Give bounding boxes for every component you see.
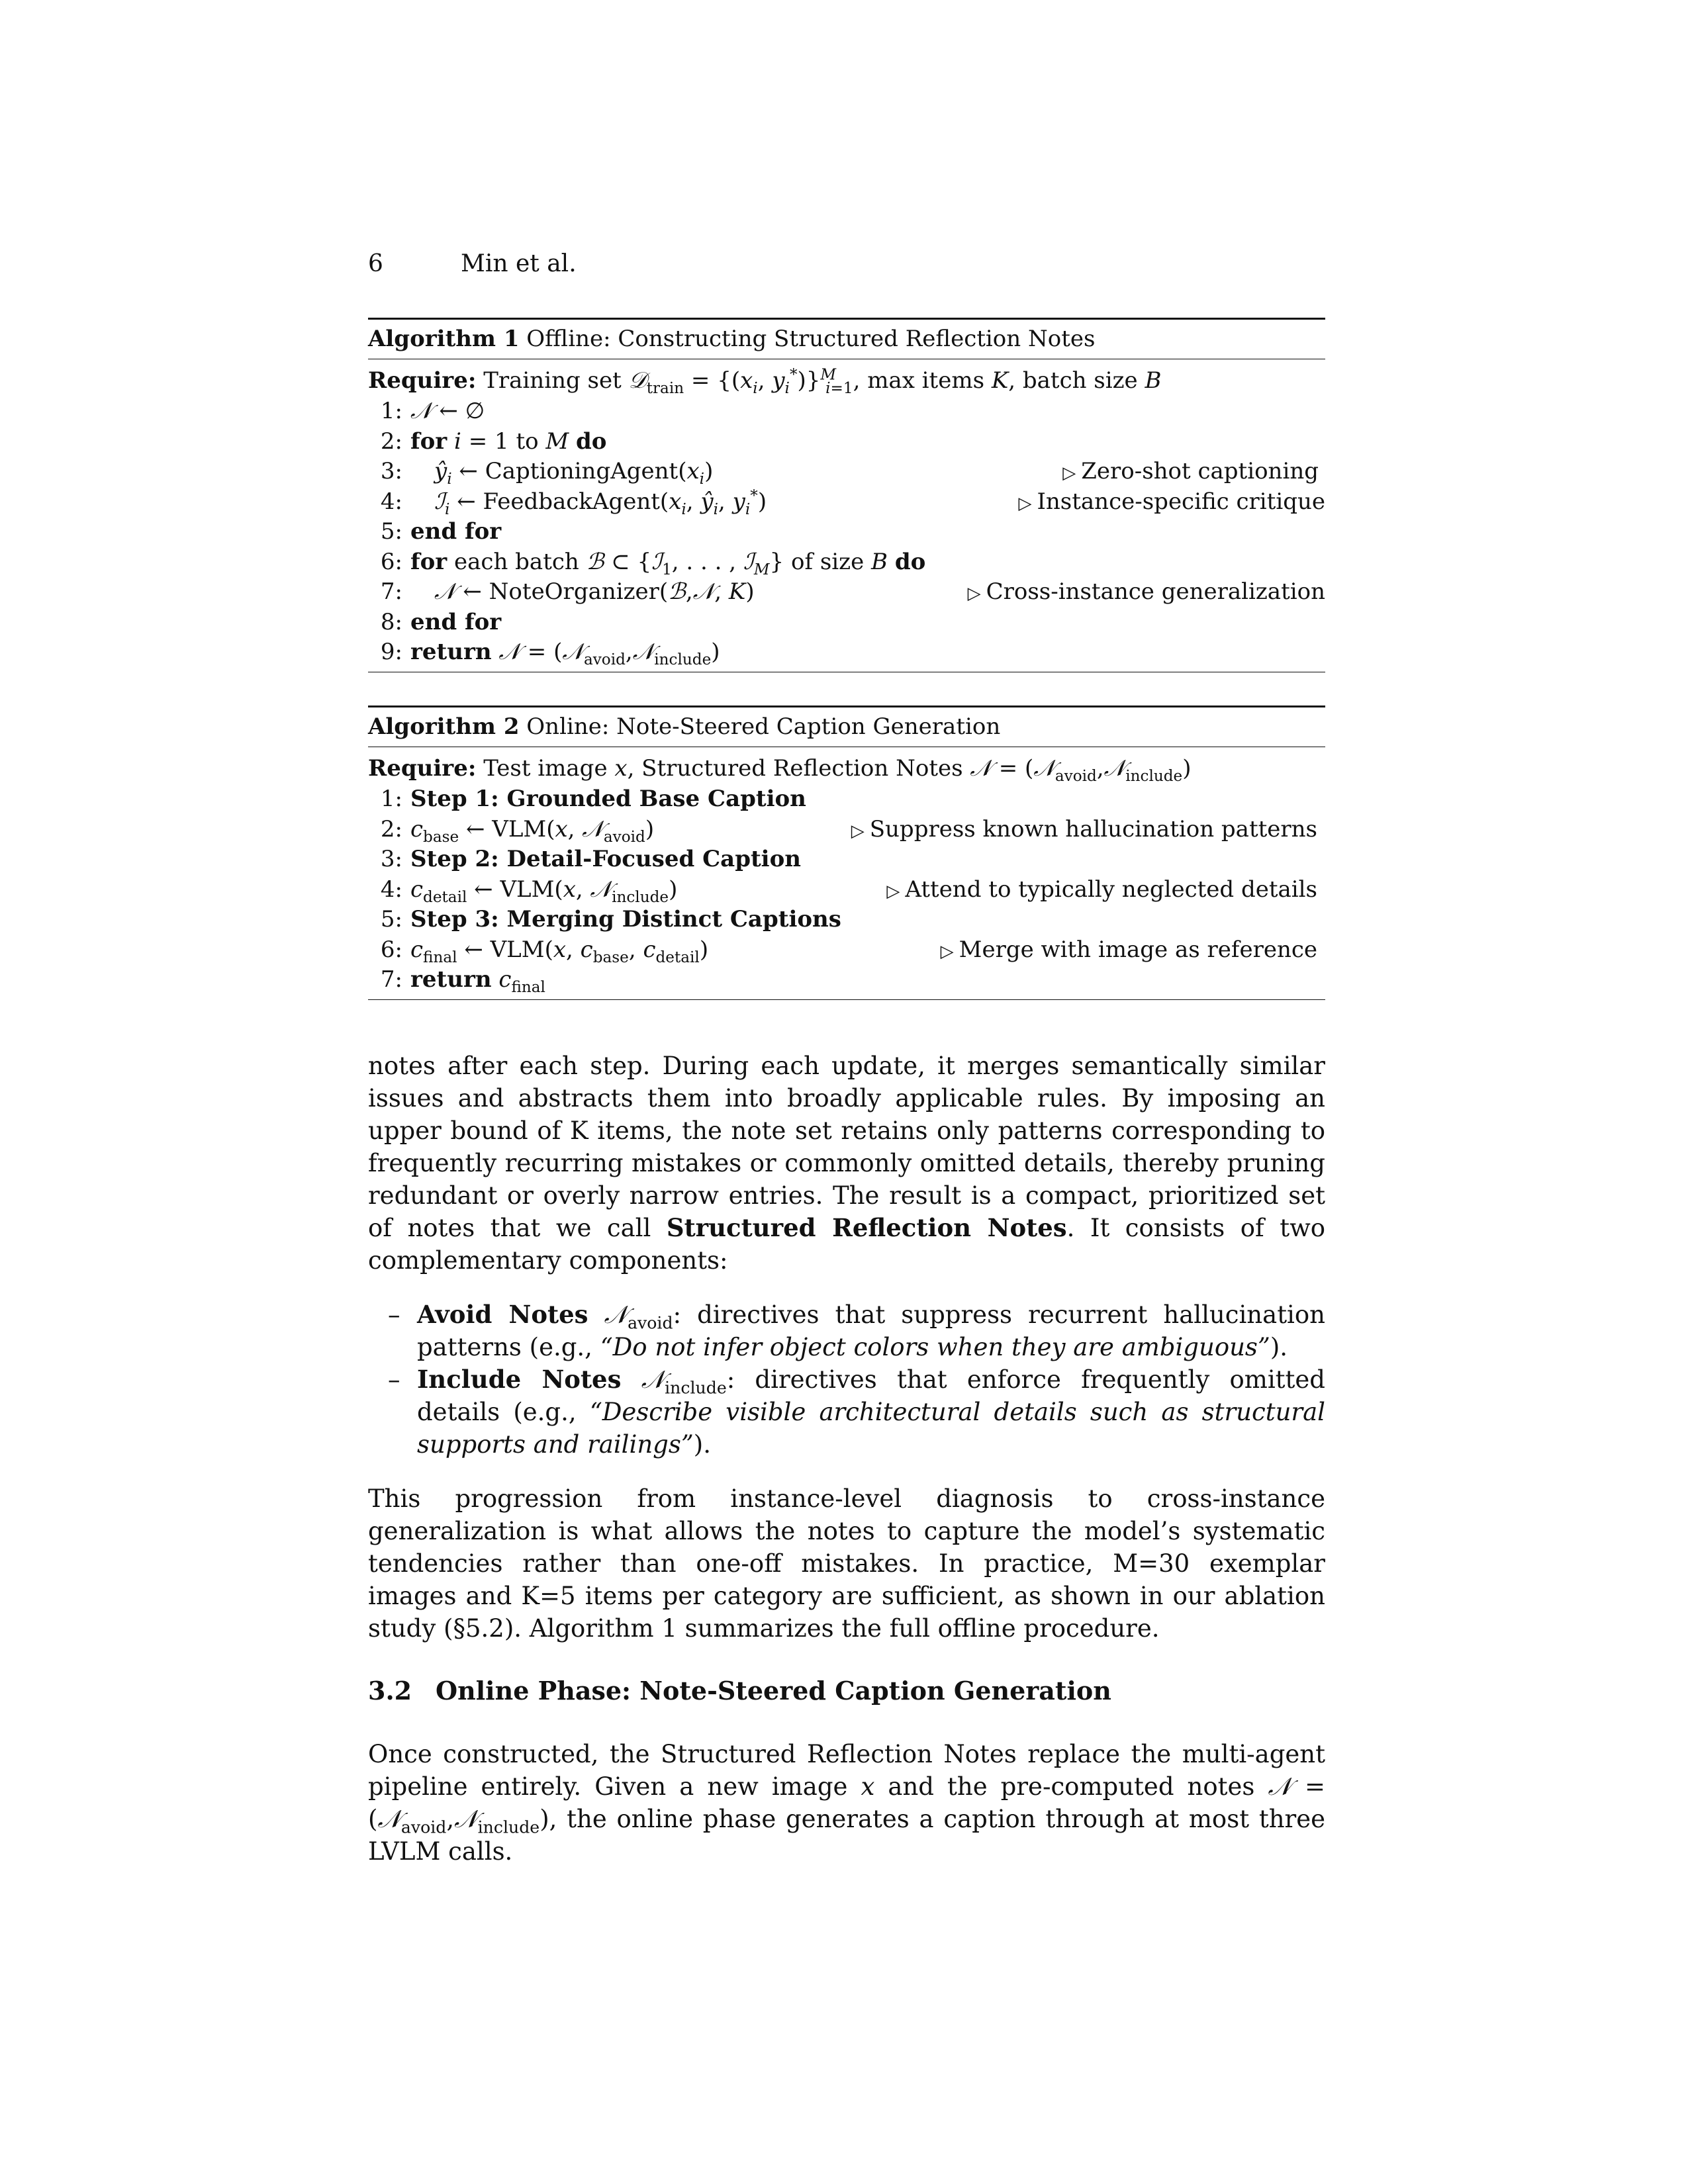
bullet-symbol: 𝒩$_{include}$ (641, 1365, 727, 1398)
algorithm-line (368, 637, 1325, 668)
algorithm-body (368, 359, 1325, 672)
bullet-example: “Do not infer object colors when they are ambiguous” (600, 1333, 1270, 1361)
section-title: Online Phase: Note-Steered Caption Generation (436, 1676, 1111, 1706)
algorithm-line (368, 427, 1325, 457)
section-number: 3.2 (368, 1676, 412, 1706)
bullet-end: ). (693, 1430, 711, 1459)
algorithm-label: Algorithm 2 (368, 713, 520, 740)
bullet-text: : directives that enforce frequently omitted details (e.g., (417, 1365, 1325, 1426)
algorithm-line (368, 608, 1325, 638)
line-code: Step 2: Detail-Focused Caption (410, 846, 801, 872)
line-code: 𝒩 ← ∅ (410, 398, 485, 424)
line-code: return $c_{final}$ (410, 966, 545, 996)
algorithm-line (368, 784, 1325, 815)
section-heading (368, 1676, 1111, 1706)
bullet-list (368, 1298, 1325, 1461)
bullet-item (368, 1363, 1325, 1461)
line-code: ℐ$_i$ ← $FeedbackAgent(x_i$, $ŷ_i$, $y_i^*$) (434, 487, 767, 518)
line-number: 1: (380, 786, 402, 812)
line-comment (968, 577, 1325, 610)
algorithm-line (368, 487, 1325, 518)
comment-text: Zero-shot captioning (1081, 458, 1319, 484)
require-label: Require: (368, 755, 477, 782)
paragraph-text: Once constructed, the Structured Reflection Notes replace the multi-agent pipeline entirely. Given a new image x and the pre-computed notes 𝒩 = (𝒩$_{avoid}$,𝒩$_{include}$), the online phase generates a caption through at most three LVLM calls. (368, 1740, 1325, 1866)
paragraph-text: . It consists of two complementary components: (368, 1214, 1326, 1275)
line-code: end for (410, 608, 502, 635)
line-code: $c_{base}$ ← VLM(x, 𝒩$_{avoid}$) (410, 815, 655, 846)
algorithm-caption (368, 320, 1325, 359)
line-number: 5: (380, 906, 402, 933)
body-paragraph (368, 1050, 1325, 1277)
line-code: for each batch ℬ ⊂ {ℐ$_1$, . . . , ℐ$_M$} of size B do (410, 548, 926, 578)
bullet-symbol: 𝒩$_{avoid}$ (604, 1300, 673, 1333)
algorithm-bottom-rule (368, 999, 1325, 1000)
bullet-bold: Avoid Notes (417, 1300, 588, 1329)
require-text: Training set 𝒟$_{train}$ = {($x_i$, $y_i^*)\}^M_{i=1}$, max items K, batch size B (483, 366, 1162, 397)
algorithm-line (368, 935, 1325, 966)
line-number: 3: (380, 846, 402, 872)
line-number: 4: (380, 488, 402, 515)
line-code: Step 3: Merging Distinct Captions (410, 906, 841, 933)
line-code: 𝒩 ← NoteOrganizer(ℬ,𝒩, K) (434, 578, 755, 605)
line-number: 1: (380, 398, 402, 424)
line-code: $ŷ_i$ ← $CaptioningAgent(x_i)$ (434, 458, 714, 488)
comment-triangle-icon: ▷ (967, 584, 981, 604)
body-paragraph (368, 1738, 1325, 1868)
algorithm-title: Online: Note-Steered Caption Generation (526, 713, 1001, 740)
line-number: 5: (380, 518, 402, 545)
comment-text: Attend to typically neglected details (905, 876, 1317, 903)
paragraph-text: notes after each step. During each update, it merges semantically similar issues and abstracts them into broadly applicable rules. By imposing an upper bound of K items, the note set retains only patterns corresponding to frequently recurring mistakes or commonly omitted details, thereby pruning redundant or overly narrow entries. The result is a compact, prioritized set of notes that we call (368, 1052, 1325, 1242)
line-code: $c_{detail}$ ← VLM(x, 𝒩$_{include}$) (410, 876, 678, 906)
bullet-example: “Describe visible architectural details such as structural supports and railings” (417, 1398, 1325, 1459)
comment-text: Suppress known hallucination patterns (869, 815, 1317, 842)
comment-text: Cross-instance generalization (986, 578, 1325, 605)
bullet-text: : directives that suppress recurrent hallucination patterns (e.g., (417, 1300, 1325, 1361)
page-number: 6 (368, 250, 383, 277)
bullet-dash: – (388, 1365, 400, 1394)
line-number: 3: (380, 458, 402, 484)
line-comment (1018, 487, 1325, 520)
algorithm-line (368, 517, 1325, 547)
line-number: 4: (380, 876, 402, 903)
algorithm-label: Algorithm 1 (368, 326, 520, 352)
algorithm-title: Offline: Constructing Structured Reflection Notes (526, 326, 1096, 352)
algorithm-require (368, 365, 1325, 396)
comment-triangle-icon: ▷ (1018, 493, 1032, 514)
line-comment (886, 875, 1317, 907)
algorithm-line (368, 844, 1325, 875)
algorithm-line (368, 815, 1325, 845)
comment-text: Instance-specific critique (1037, 488, 1325, 515)
algorithm-1 (368, 318, 1325, 672)
comment-triangle-icon: ▷ (851, 821, 865, 841)
algorithm-line (368, 457, 1325, 487)
algorithm-caption (368, 707, 1325, 747)
running-head (368, 250, 577, 277)
paragraph-text: This progression from instance-level diagnosis to cross-instance generalization is what allows the notes to capture the model’s systematic tendencies rather than one-off mistakes. In practice, M=30 exemplar images and K=5 items per category are sufficient, as shown in our ablation study (§5.2). Algorithm 1 summarizes the full offline procedure. (368, 1484, 1325, 1643)
require-text: Test image x, Structured Reflection Notes 𝒩 = (𝒩$_{avoid}$,𝒩$_{include}$) (483, 755, 1192, 785)
line-code: end for (410, 518, 502, 545)
line-number: 8: (380, 608, 402, 635)
algorithm-2 (368, 705, 1325, 1000)
line-number: 2: (380, 428, 402, 455)
algorithm-line (368, 875, 1325, 905)
body-paragraph (368, 1482, 1325, 1645)
comment-triangle-icon: ▷ (940, 941, 954, 962)
algorithm-line (368, 577, 1325, 608)
line-number: 7: (380, 966, 402, 993)
algorithm-line (368, 547, 1325, 578)
comment-text: Merge with image as reference (959, 936, 1317, 963)
algorithm-require (368, 752, 1325, 784)
bullet-dash: – (388, 1300, 400, 1329)
comment-triangle-icon: ▷ (886, 881, 900, 901)
line-comment (1062, 457, 1319, 489)
line-comment (941, 935, 1317, 968)
line-code: $c_{final}$ ← VLM(x, $c_{base}$, $c_{detail}$) (410, 936, 709, 966)
line-code: return 𝒩 = (𝒩$_{avoid}$,𝒩$_{include}$) (410, 639, 720, 668)
line-number: 9: (380, 639, 402, 665)
bullet-bold: Include Notes (417, 1365, 622, 1394)
require-label: Require: (368, 367, 477, 394)
algorithm-line (368, 396, 1325, 427)
algorithm-line (368, 905, 1325, 935)
bullet-end: ). (1270, 1333, 1288, 1361)
line-code: Step 1: Grounded Base Caption (410, 786, 806, 812)
algorithm-line (368, 965, 1325, 995)
line-number: 6: (380, 936, 402, 963)
line-number: 7: (380, 578, 402, 605)
algorithm-body (368, 747, 1325, 999)
paragraph-bold-term: Structured Reflection Notes (666, 1213, 1067, 1242)
bullet-item (368, 1298, 1325, 1363)
line-number: 2: (380, 815, 402, 842)
line-code: for i = 1 to M do (410, 428, 607, 455)
line-comment (851, 815, 1317, 847)
line-number: 6: (380, 548, 402, 575)
comment-triangle-icon: ▷ (1062, 463, 1076, 483)
running-head-authors: Min et al. (461, 250, 577, 277)
